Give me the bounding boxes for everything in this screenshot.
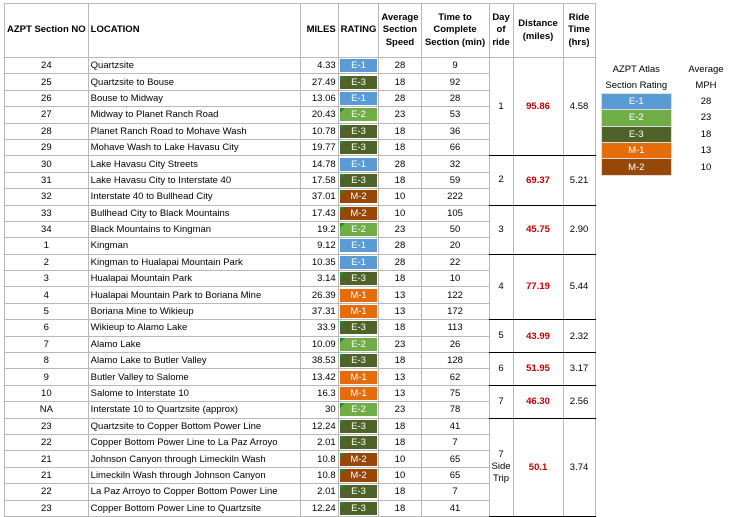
cell-time[interactable]: 10 — [421, 271, 489, 287]
cell-location[interactable]: Kingman — [88, 238, 300, 254]
cell-location[interactable]: La Paz Arroyo to Copper Bottom Power Line — [88, 484, 300, 500]
rating-badge: E-3 — [340, 485, 378, 498]
cell-time[interactable]: 41 — [421, 418, 489, 434]
table-row — [5, 156, 596, 172]
cell-rating[interactable] — [338, 172, 379, 188]
col-header-distance[interactable]: Distance (miles) — [513, 4, 563, 58]
cell-time[interactable]: 128 — [421, 353, 489, 369]
cell-miles[interactable]: 12.24 — [300, 418, 338, 434]
cell-time[interactable]: 62 — [421, 369, 489, 385]
cell-section-no[interactable]: 10 — [5, 385, 89, 401]
cell-rating[interactable] — [338, 402, 379, 418]
cell-section-no[interactable]: 8 — [5, 353, 89, 369]
cell-avg-speed[interactable]: 28 — [379, 238, 421, 254]
legend-title-line1: AZPT Atlas — [612, 64, 660, 76]
cell-avg-speed[interactable]: 28 — [379, 156, 421, 172]
rating-badge: E-1 — [340, 256, 378, 269]
cell-section-no[interactable]: 28 — [5, 123, 89, 139]
cell-ride-time[interactable]: 2.32 — [563, 320, 595, 353]
table-row — [5, 58, 596, 74]
cell-section-no[interactable]: 7 — [5, 336, 89, 352]
legend-title-line2: Section Rating — [605, 79, 668, 91]
cell-time[interactable]: 66 — [421, 139, 489, 155]
rating-badge: E-3 — [340, 272, 378, 285]
cell-miles[interactable]: 26.39 — [300, 287, 338, 303]
cell-avg-speed[interactable]: 18 — [379, 484, 421, 500]
rating-badge: M-1 — [340, 289, 378, 302]
cell-avg-speed[interactable]: 10 — [379, 205, 421, 221]
cell-miles[interactable]: 38.53 — [300, 353, 338, 369]
cell-ride-time[interactable]: 2.90 — [563, 205, 595, 254]
cell-location[interactable]: Quartzsite to Copper Bottom Power Line — [88, 418, 300, 434]
cell-section-no[interactable]: 5 — [5, 303, 89, 319]
rating-badge: E-3 — [340, 141, 378, 154]
cell-avg-speed[interactable]: 18 — [379, 434, 421, 450]
cell-location[interactable]: Black Mountains to Kingman — [88, 221, 300, 237]
cell-avg-speed[interactable]: 18 — [379, 74, 421, 90]
rating-badge: E-3 — [340, 420, 378, 433]
cell-avg-speed[interactable]: 18 — [379, 320, 421, 336]
cell-rating[interactable] — [338, 74, 379, 90]
cell-location[interactable]: Midway to Planet Ranch Road — [88, 107, 300, 123]
cell-miles[interactable]: 9.12 — [300, 238, 338, 254]
legend-spacer — [671, 93, 680, 109]
cell-distance[interactable]: 46.30 — [513, 385, 563, 418]
cell-section-no[interactable]: 1 — [5, 238, 89, 254]
cell-distance[interactable]: 77.19 — [513, 254, 563, 320]
legend-mph-value[interactable]: 10 — [700, 161, 712, 173]
cell-avg-speed[interactable]: 18 — [379, 353, 421, 369]
legend-rating-swatch[interactable]: M-2 — [602, 159, 672, 175]
cell-location[interactable]: Salome to Interstate 10 — [88, 385, 300, 401]
cell-location[interactable]: Planet Ranch Road to Mohave Wash — [88, 123, 300, 139]
cell-time[interactable]: 75 — [421, 385, 489, 401]
cell-avg-speed[interactable]: 13 — [379, 369, 421, 385]
cell-avg-speed[interactable]: 18 — [379, 500, 421, 516]
cell-rating[interactable] — [338, 418, 379, 434]
cell-location[interactable]: Bouse to Midway — [88, 90, 300, 106]
cell-avg-speed[interactable]: 10 — [379, 451, 421, 467]
cell-miles[interactable]: 33.9 — [300, 320, 338, 336]
col-header-miles[interactable]: MILES — [300, 4, 338, 58]
cell-avg-speed[interactable]: 18 — [379, 418, 421, 434]
cell-section-no[interactable]: 4 — [5, 287, 89, 303]
cell-location[interactable]: Johnson Canyon through Limeckiln Wash — [88, 451, 300, 467]
cell-miles[interactable]: 10.8 — [300, 467, 338, 483]
table-body — [5, 58, 596, 517]
rating-badge: E-3 — [340, 174, 378, 187]
cell-avg-speed[interactable]: 10 — [379, 189, 421, 205]
cell-rating[interactable] — [338, 271, 379, 287]
cell-time[interactable]: 7 — [421, 484, 489, 500]
cell-location[interactable]: Interstate 10 to Quartzsite (approx) — [88, 402, 300, 418]
cell-ride-time[interactable]: 5.21 — [563, 156, 595, 205]
legend-mph-value[interactable]: 18 — [700, 128, 712, 140]
cell-day[interactable]: 2 — [489, 156, 513, 205]
col-header-section-no[interactable]: AZPT Section NO — [5, 4, 89, 58]
cell-time[interactable]: 222 — [421, 189, 489, 205]
cell-miles[interactable]: 10.09 — [300, 336, 338, 352]
cell-section-no[interactable]: 34 — [5, 221, 89, 237]
cell-location[interactable]: Boriana Mine to Wikieup — [88, 303, 300, 319]
cell-rating[interactable] — [338, 369, 379, 385]
cell-rating[interactable] — [338, 320, 379, 336]
cell-rating[interactable] — [338, 303, 379, 319]
rating-badge: E-3 — [340, 125, 378, 138]
table-row — [5, 418, 596, 434]
cell-location[interactable]: Bullhead City to Black Mountains — [88, 205, 300, 221]
cell-ride-time[interactable]: 3.74 — [563, 418, 595, 516]
cell-section-no[interactable]: 6 — [5, 320, 89, 336]
cell-section-no[interactable]: 25 — [5, 74, 89, 90]
rating-badge: E-3 — [340, 436, 378, 449]
cell-miles[interactable]: 2.01 — [300, 434, 338, 450]
route-sections-table — [4, 3, 596, 517]
cell-miles[interactable]: 37.31 — [300, 303, 338, 319]
legend-row — [602, 93, 732, 109]
rating-badge: E-1 — [340, 59, 378, 72]
cell-miles[interactable]: 3.14 — [300, 271, 338, 287]
cell-time[interactable]: 7 — [421, 434, 489, 450]
table-row — [5, 353, 596, 369]
cell-avg-speed[interactable]: 23 — [379, 107, 421, 123]
col-header-rating[interactable]: RATING — [338, 4, 379, 58]
cell-location[interactable]: Hualapai Mountain Park to Boriana Mine — [88, 287, 300, 303]
rating-badge: M-1 — [340, 371, 378, 384]
cell-time[interactable]: 20 — [421, 238, 489, 254]
legend-rating-swatch[interactable]: M-1 — [602, 142, 672, 158]
cell-time[interactable]: 172 — [421, 303, 489, 319]
rating-badge: M-2 — [340, 190, 378, 203]
cell-section-no[interactable]: 29 — [5, 139, 89, 155]
cell-avg-speed[interactable]: 18 — [379, 123, 421, 139]
rating-badge: M-1 — [340, 305, 378, 318]
cell-time[interactable]: 65 — [421, 451, 489, 467]
header-row — [5, 4, 596, 58]
cell-miles[interactable]: 2.01 — [300, 484, 338, 500]
cell-rating[interactable] — [338, 90, 379, 106]
legend-mph-value[interactable]: 28 — [700, 95, 712, 107]
legend-rating-swatch[interactable]: E-3 — [602, 126, 672, 142]
cell-ride-time[interactable]: 5.44 — [563, 254, 595, 320]
cell-rating[interactable] — [338, 434, 379, 450]
cell-distance[interactable]: 95.86 — [513, 58, 563, 156]
cell-day[interactable]: 3 — [489, 205, 513, 254]
cell-miles[interactable]: 16.3 — [300, 385, 338, 401]
cell-avg-speed[interactable]: 13 — [379, 303, 421, 319]
cell-ride-time[interactable]: 4.58 — [563, 58, 595, 156]
table-row — [5, 385, 596, 401]
cell-miles[interactable]: 17.43 — [300, 205, 338, 221]
cell-section-no[interactable]: 24 — [5, 58, 89, 74]
cell-location[interactable]: Alamo Lake to Butler Valley — [88, 353, 300, 369]
rating-badge: E-3 — [340, 321, 378, 334]
rating-badge: E-3 — [340, 354, 378, 367]
cell-time[interactable]: 22 — [421, 254, 489, 270]
cell-section-no[interactable]: 22 — [5, 434, 89, 450]
cell-rating[interactable] — [338, 353, 379, 369]
cell-time[interactable]: 9 — [421, 58, 489, 74]
cell-miles[interactable]: 19.2 — [300, 221, 338, 237]
cell-miles[interactable]: 13.42 — [300, 369, 338, 385]
col-header-avg-speed[interactable]: Average Section Speed — [379, 4, 421, 58]
cell-rating[interactable] — [338, 107, 379, 123]
cell-avg-speed[interactable]: 18 — [379, 271, 421, 287]
cell-section-no[interactable]: 32 — [5, 189, 89, 205]
cell-ride-time[interactable]: 2.56 — [563, 385, 595, 418]
rating-badge: M-2 — [340, 207, 378, 220]
cell-rating[interactable] — [338, 156, 379, 172]
cell-location[interactable]: Limeckiln Wash through Johnson Canyon — [88, 467, 300, 483]
cell-day[interactable]: 6 — [489, 353, 513, 386]
cell-rating[interactable] — [338, 139, 379, 155]
cell-distance[interactable]: 45.75 — [513, 205, 563, 254]
cell-miles[interactable]: 17.58 — [300, 172, 338, 188]
table-row — [5, 205, 596, 221]
cell-section-no[interactable]: 27 — [5, 107, 89, 123]
cell-section-no[interactable]: 22 — [5, 484, 89, 500]
cell-avg-speed[interactable]: 23 — [379, 402, 421, 418]
cell-location[interactable]: Quartzsite — [88, 58, 300, 74]
cell-location[interactable]: Copper Bottom Power Line to Quartzsite — [88, 500, 300, 516]
col-header-location[interactable]: LOCATION — [88, 4, 300, 58]
cell-time[interactable]: 26 — [421, 336, 489, 352]
table-row — [5, 320, 596, 336]
rating-legend — [601, 62, 732, 176]
cell-location[interactable]: Interstate 40 to Bullhead City — [88, 189, 300, 205]
cell-location[interactable]: Hualapai Mountain Park — [88, 271, 300, 287]
cell-section-no[interactable]: 23 — [5, 418, 89, 434]
rating-badge: M-1 — [340, 387, 378, 400]
cell-avg-speed[interactable]: 13 — [379, 287, 421, 303]
legend-mph-value[interactable]: 23 — [700, 112, 712, 124]
cell-avg-speed[interactable]: 28 — [379, 90, 421, 106]
cell-section-no[interactable]: NA — [5, 402, 89, 418]
legend-row — [602, 126, 732, 142]
cell-time[interactable]: 92 — [421, 74, 489, 90]
legend-spacer — [671, 126, 680, 142]
cell-ride-time[interactable]: 3.17 — [563, 353, 595, 386]
cell-time[interactable]: 78 — [421, 402, 489, 418]
cell-day[interactable]: 7 — [489, 385, 513, 418]
cell-miles[interactable]: 4.33 — [300, 58, 338, 74]
legend-row — [602, 142, 732, 158]
cell-miles[interactable]: 19.77 — [300, 139, 338, 155]
cell-miles[interactable]: 20.43 — [300, 107, 338, 123]
cell-rating[interactable] — [338, 484, 379, 500]
cell-day[interactable]: 1 — [489, 58, 513, 156]
cell-rating[interactable] — [338, 58, 379, 74]
cell-location[interactable]: Mohave Wash to Lake Havasu City — [88, 139, 300, 155]
legend-mph-title-line2: MPH — [695, 79, 717, 91]
cell-miles[interactable]: 12.24 — [300, 500, 338, 516]
cell-day[interactable]: 7 Side Trip — [489, 418, 513, 516]
legend-rating-swatch[interactable]: E-2 — [602, 110, 672, 126]
cell-location[interactable]: Lake Havasu City to Interstate 40 — [88, 172, 300, 188]
cell-avg-speed[interactable]: 28 — [379, 58, 421, 74]
col-header-time[interactable]: Time to Complete Section (min) — [421, 4, 489, 58]
cell-time[interactable]: 53 — [421, 107, 489, 123]
legend-spacer — [671, 159, 680, 175]
cell-time[interactable]: 32 — [421, 156, 489, 172]
rating-badge: E-2 — [340, 108, 378, 121]
cell-avg-speed[interactable]: 13 — [379, 385, 421, 401]
cell-location[interactable]: Quartzsite to Bouse — [88, 74, 300, 90]
rating-badge: E-2 — [340, 223, 378, 236]
cell-rating[interactable] — [338, 205, 379, 221]
cell-rating[interactable] — [338, 123, 379, 139]
cell-time[interactable]: 36 — [421, 123, 489, 139]
cell-section-no[interactable]: 2 — [5, 254, 89, 270]
cell-section-no[interactable]: 30 — [5, 156, 89, 172]
cell-rating[interactable] — [338, 287, 379, 303]
rating-badge: E-1 — [340, 92, 378, 105]
cell-miles[interactable]: 13.06 — [300, 90, 338, 106]
rating-badge: M-2 — [340, 453, 378, 466]
cell-day[interactable]: 5 — [489, 320, 513, 353]
cell-avg-speed[interactable]: 18 — [379, 172, 421, 188]
rating-badge: M-2 — [340, 469, 378, 482]
rating-badge: E-1 — [340, 239, 378, 252]
cell-rating[interactable] — [338, 254, 379, 270]
legend-mph-title-line1: Average — [688, 64, 724, 76]
rating-badge: E-2 — [340, 403, 378, 416]
cell-distance[interactable]: 69.37 — [513, 156, 563, 205]
cell-avg-speed[interactable]: 23 — [379, 336, 421, 352]
cell-miles[interactable]: 14.78 — [300, 156, 338, 172]
cell-rating[interactable] — [338, 189, 379, 205]
legend-spacer — [671, 110, 680, 126]
cell-rating[interactable] — [338, 467, 379, 483]
cell-location[interactable]: Lake Havasu City Streets — [88, 156, 300, 172]
cell-section-no[interactable]: 26 — [5, 90, 89, 106]
cell-location[interactable]: Butler Valley to Salome — [88, 369, 300, 385]
cell-miles[interactable]: 10.78 — [300, 123, 338, 139]
cell-time[interactable]: 65 — [421, 467, 489, 483]
cell-day[interactable]: 4 — [489, 254, 513, 320]
cell-location[interactable]: Alamo Lake — [88, 336, 300, 352]
cell-section-no[interactable]: 21 — [5, 467, 89, 483]
col-header-day[interactable]: Day of ride — [489, 4, 513, 58]
cell-location[interactable]: Kingman to Hualapai Mountain Park — [88, 254, 300, 270]
cell-location[interactable]: Copper Bottom Power Line to La Paz Arroyo — [88, 434, 300, 450]
cell-distance[interactable]: 50.1 — [513, 418, 563, 516]
cell-time[interactable]: 105 — [421, 205, 489, 221]
cell-time[interactable]: 28 — [421, 90, 489, 106]
rating-badge: E-2 — [340, 338, 378, 351]
legend-mph-value[interactable]: 13 — [700, 145, 712, 157]
cell-time[interactable]: 59 — [421, 172, 489, 188]
cell-miles[interactable]: 30 — [300, 402, 338, 418]
cell-section-no[interactable]: 33 — [5, 205, 89, 221]
cell-miles[interactable]: 37.01 — [300, 189, 338, 205]
cell-time[interactable]: 50 — [421, 221, 489, 237]
cell-avg-speed[interactable]: 18 — [379, 139, 421, 155]
rating-badge: E-1 — [340, 158, 378, 171]
cell-avg-speed[interactable]: 10 — [379, 467, 421, 483]
cell-miles[interactable]: 27.49 — [300, 74, 338, 90]
cell-miles[interactable]: 10.8 — [300, 451, 338, 467]
cell-time[interactable]: 41 — [421, 500, 489, 516]
cell-time[interactable]: 122 — [421, 287, 489, 303]
legend-row — [602, 110, 732, 126]
col-header-ride-time[interactable]: Ride Time (hrs) — [563, 4, 595, 58]
cell-section-no[interactable]: 9 — [5, 369, 89, 385]
cell-avg-speed[interactable]: 28 — [379, 254, 421, 270]
cell-miles[interactable]: 10.35 — [300, 254, 338, 270]
cell-rating[interactable] — [338, 221, 379, 237]
cell-avg-speed[interactable]: 23 — [379, 221, 421, 237]
cell-section-no[interactable]: 3 — [5, 271, 89, 287]
cell-distance[interactable]: 51.95 — [513, 353, 563, 386]
cell-rating[interactable] — [338, 238, 379, 254]
cell-time[interactable]: 113 — [421, 320, 489, 336]
cell-section-no[interactable]: 23 — [5, 500, 89, 516]
legend-spacer — [671, 142, 680, 158]
rating-badge: E-3 — [340, 76, 378, 89]
legend-row — [602, 159, 732, 175]
cell-rating[interactable] — [338, 385, 379, 401]
cell-rating[interactable] — [338, 451, 379, 467]
table-row — [5, 254, 596, 270]
cell-rating[interactable] — [338, 336, 379, 352]
cell-rating[interactable] — [338, 500, 379, 516]
cell-section-no[interactable]: 31 — [5, 172, 89, 188]
cell-location[interactable]: Wikieup to Alamo Lake — [88, 320, 300, 336]
legend-rating-swatch[interactable]: E-1 — [602, 93, 672, 109]
rating-badge: E-3 — [340, 502, 378, 515]
cell-distance[interactable]: 43.99 — [513, 320, 563, 353]
cell-section-no[interactable]: 21 — [5, 451, 89, 467]
